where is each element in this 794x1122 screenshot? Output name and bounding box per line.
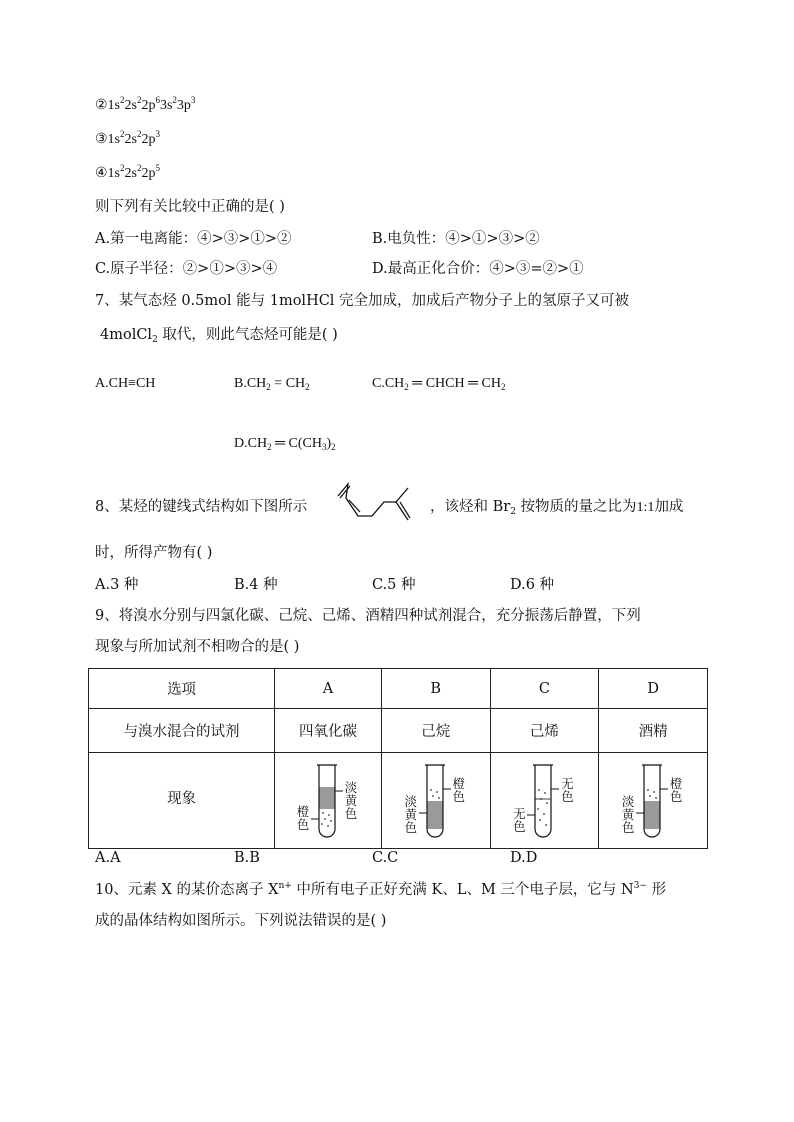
tube-cell-d bbox=[599, 753, 708, 849]
table-cell: 选项 bbox=[89, 669, 275, 709]
config-4: $④1s^22s^22p^5$ bbox=[95, 163, 160, 181]
q8-option-d: D.6 种 bbox=[510, 577, 555, 593]
q7-option-b: $B.CH_2 = CH_2$ bbox=[234, 376, 310, 392]
q10-line1: 10、元素 X 的某价态离子 $X^{n+}$ 中所有电子正好充满 K、L、M 三个电子层，它与 $N^{3-}$ 形 bbox=[95, 881, 667, 898]
q7-option-c: $C.CH_2$ ═ CHCH ═ $CH_2$ bbox=[372, 376, 506, 392]
q9-option-a: A.A bbox=[95, 850, 121, 866]
skeletal-structure-diagram bbox=[330, 480, 422, 526]
q8-option-b: B.4 种 bbox=[234, 577, 278, 593]
test-tube-d bbox=[608, 759, 698, 839]
tube-cell-a bbox=[275, 753, 382, 849]
q9-line1: 9、将溴水分别与四氯化碳、己烷、己烯、酒精四种试剂混合，充分振荡后静置，下列 bbox=[95, 608, 641, 624]
table-cell: C bbox=[490, 669, 599, 709]
table-cell: B bbox=[381, 669, 490, 709]
phenomena-table bbox=[88, 668, 708, 849]
tube-b-right-label: 橙色 bbox=[452, 775, 465, 804]
q8-option-a: A.3 种 bbox=[95, 577, 139, 593]
q8-option-c: C.5 种 bbox=[372, 577, 416, 593]
q7-line1: 7、某气态烃 0.5mol 能与 1molHCl 完全加成，加成后产物分子上的氢原子又可被 bbox=[95, 293, 630, 309]
q6-option-b: B.电负性：④>①>③>② bbox=[372, 231, 540, 247]
q6-option-d: D.最高正化合价：④>③=②>① bbox=[372, 261, 584, 277]
q8-line1-cont: ，该烃和 $Br_2$ 按物质的量之比为1:1加成 bbox=[430, 499, 684, 517]
q7-option-a: A.CH≡CH bbox=[95, 376, 156, 391]
q9-option-d: D.D bbox=[510, 850, 538, 866]
tube-d-left-label: 淡黄色 bbox=[621, 793, 635, 835]
q8-line2: 时，所得产物有( ) bbox=[95, 545, 213, 561]
q7-option-d: $D.CH_2$ ═ $C(CH_3)_2$ bbox=[234, 436, 336, 452]
table-row bbox=[89, 753, 708, 849]
tube-a-right-label: 淡黄色 bbox=[344, 779, 358, 821]
table-cell: 酒精 bbox=[599, 709, 708, 753]
table-cell: 四氧化碳 bbox=[275, 709, 382, 753]
tube-b-left-label: 淡黄色 bbox=[404, 793, 417, 835]
table-cell: D bbox=[599, 669, 708, 709]
test-tube-a bbox=[283, 759, 373, 839]
q10-line2: 成的晶体结构如图所示。下列说法错误的是( ) bbox=[95, 913, 387, 929]
tube-c-left-label: 无色 bbox=[513, 805, 526, 834]
tube-cell-b bbox=[381, 753, 490, 849]
tube-d-right-label: 橙色 bbox=[669, 775, 683, 804]
table-header-row bbox=[89, 669, 708, 709]
table-cell: 与溴水混合的试剂 bbox=[89, 709, 275, 753]
q9-option-c: C.C bbox=[372, 850, 399, 866]
config-3: $③1s^22s^22p^3$ bbox=[95, 129, 160, 147]
tube-a-left-label: 橙色 bbox=[296, 803, 310, 832]
table-cell: 己烷 bbox=[381, 709, 490, 753]
table-cell: A bbox=[275, 669, 382, 709]
q9-line2: 现象与所加试剂不相吻合的是( ) bbox=[95, 639, 300, 655]
q7-line2: 4molCl$_2$ 取代，则此气态烃可能是( ) bbox=[100, 327, 338, 345]
config-2: $②1s^22s^22p^63s^23p^3$ bbox=[95, 95, 196, 113]
table-row bbox=[89, 709, 708, 753]
q6-option-c: C.原子半径：②>①>③>④ bbox=[95, 261, 278, 277]
q6-stem: 则下列有关比较中正确的是( ) bbox=[95, 199, 285, 215]
tube-cell-c bbox=[490, 753, 599, 849]
test-tube-b bbox=[391, 759, 481, 839]
test-tube-c bbox=[499, 759, 589, 839]
q6-option-a: A.第一电离能：④>③>①>② bbox=[95, 231, 292, 247]
tube-c-right-label: 无色 bbox=[561, 775, 574, 804]
table-cell: 现象 bbox=[89, 753, 275, 849]
q8-line1: 8、某烃的键线式结构如下图所示 bbox=[95, 499, 308, 515]
table-cell: 己烯 bbox=[490, 709, 599, 753]
q9-option-b: B.B bbox=[234, 850, 260, 866]
